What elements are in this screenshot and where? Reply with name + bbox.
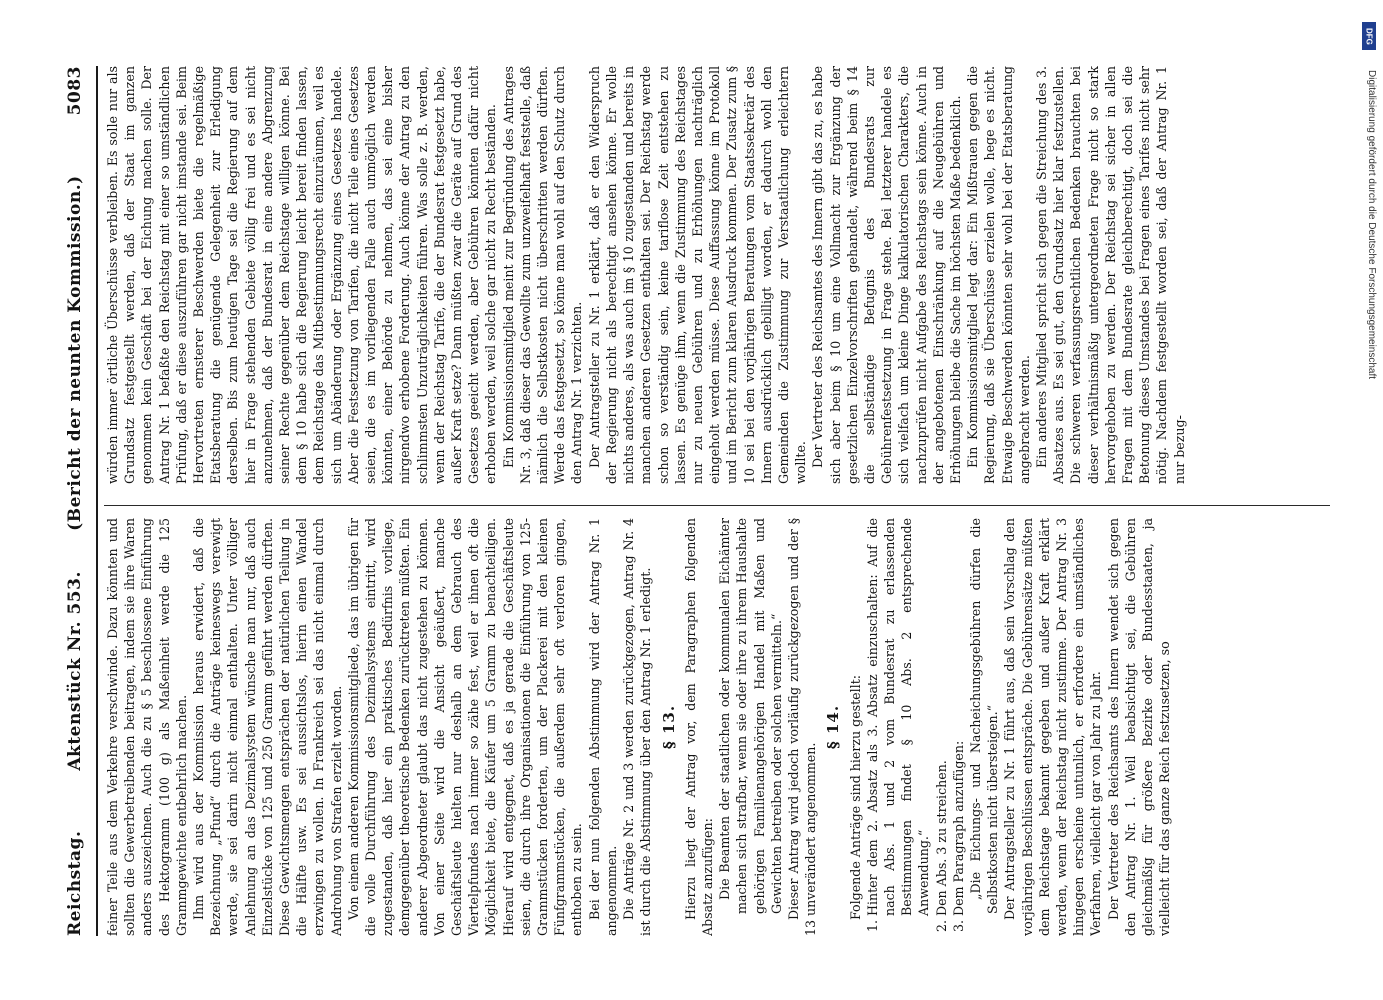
header-rule [96,66,98,936]
paragraph: Ihm wird aus der Kommission heraus erwidert, daß die Bezeichnung „Pfund“ durch die Anträge keineswegs verewigt werde, sie sei darin nicht einmal enthalten. Unter völliger Anlehnung an das Dezimalsystem wünsche man nur, daß auch Einzelstücke von 125 und 250 Gramm geführt werden dürften. Diese Gewichtsmengen entsprächen der natürlichen Teilung in die Hälfte usw. Es sei aussichtslos, hierin einen Wandel erzwingen zu wollen. In Frankreich sei das nicht einmal durch Androhung von Strafen erzielt worden. [191,518,344,936]
paragraph: Der Vertreter des Reichsamts des Innern wendet sich gegen den Antrag Nr. 1. Weil beabsichtigt sei, die Gebühren gleichmäßig für größere Bezirke oder Bundesstaaten, ja vielleicht für das ganze Reich festzusetzen, so [1105,518,1173,936]
paragraph: Ein Kommissionsmitglied meint zur Begründung des Antrages Nr. 3, daß dieser das Gewollte zum unzweifelhaft feststelle, daß nämlich die Selbstkosten nicht überschritten werden dürften. Werde das festgesetzt, so könne man wohl auf den Schutz durch den Antrag Nr. 1 verzichten. [500,66,585,484]
paragraph: Dieser Antrag wird jedoch vorläufig zurückgezogen und der § 13 unverändert angenommen. [785,518,819,936]
section-heading-13: § 13. [659,704,678,750]
digitization-credit [1361,10,1377,990]
page-number: 5083 [65,66,85,116]
quoted-text: Die Beamten der staatlichen oder kommunalen Eichämter machen sich strafbar, wenn sie oder ihre zu ihrem Haushalte gehörigen Familienangehörigen Handel mit Maßen und Gewichten betreiben oder solchen vermitteln.“ [717,518,784,914]
credit-text: Digitalisierung gefördert durch die Deutsche Forschungsgemeinschaft [1366,70,1377,380]
section-heading-14: § 14. [824,704,843,750]
list-item: 1. Hinter dem 2. Absatz als 3. Absatz einzuschalten: Auf die nach Abs. 1 und 2 vom Bundesrat zu erlassenden Bestimmungen findet § 10 Abs. 2 entsprechende Anwendung.“ [864,518,933,916]
paragraph: Bei der nun folgenden Abstimmung wird der Antrag Nr. 1 angenommen. [586,518,619,936]
text-column-right [104,66,1334,484]
header-right [65,66,85,531]
header-left-title: Reichstag. [65,830,85,936]
paragraph: würden immer örtliche Überschüsse verbleiben. Es solle nur als Grundsatz festgestellt werden, daß der Staat im ganzen genommen kein Geschäft bei der Eichung machen solle. Der Antrag Nr. 1 befaßte den Reichstag mit einer so umständlichen Prüfung, daß er diese auszuführen gar nicht imstande sei. Beim Hervortreten ernsterer Beschwerden biete die regelmäßige Etatsberatung die genügende Gelegenheit zur Erledigung derselben. Bis zum heutigen Tage sei die Regierung auf dem hier in Frage stehenden Gebiete völlig frei und es sei nicht anzunehmen, daß der Bundesrat in eine andere Abgrenzung seiner Rechte gegenüber dem Reichstage willigen könne. Bei dem § 10 habe sich die Regierung leicht bereit finden lassen, dem Reichstage das Mitbestimmungsrecht einzuräumen, weil es sich um Abänderung oder Ergänzung eines Gesetzes handele. Aber die Festsetzung von Tarifen, die nicht Teile eines Gesetzes seien, die es im vorliegenden Falle auch unmöglich werden könnten, einer Behörde zu nehmen, das sei eine bisher nirgendwo erhobene Forderung. Auch könne der Antrag zu den schlimmsten Unzuträglichkeiten führen. Was solle z. B. werden, wenn der Reichstag Tarife, die der Bundesrat festgesetzt habe, außer Kraft setze? Dann müßten zwar die Geräte auf Grund des Gesetzes geeicht werden, aber Gebühren könnten dafür nicht erhoben werden, weil solche gar nicht zu Recht beständen. [105,66,499,484]
list-item: 2. Den Abs. 3 zu streichen. [933,518,950,916]
paragraph: feiner Teile aus dem Verkehre verschwinde. Dazu könnten und sollten die Gewerbetreibenden beitragen, indem sie ihre Waren anders auszeichnen. Auch die zu § 5 beschlossene Einführung des Hektogramm (100 g) als Maßeinheit werde die 125 Grammgewichte entbehrlich machen. [105,518,189,936]
paragraph: Ein Kommissionsmitglied legt dar: Ein Mißtrauen gegen die Regierung, daß sie Überschüsse erzielen wolle, hege es nicht. Etwaige Beschwerden könnten sehr wohl bei der Etatsberatung angebracht werden. [965,66,1032,484]
paragraph: Hierzu liegt der Antrag vor, dem Paragraphen folgenden Absatz anzufügen: [682,518,715,936]
list-item: 3. Dem Paragraph anzufügen: [950,518,967,916]
document-number: Aktenstück Nr. 553. [65,571,85,771]
report-title: (Bericht der neunten Kommission.) [65,175,85,531]
paragraph: Der Antragsteller zu Nr. 1 erklärt, daß er den Widerspruch der Regierung nicht als berechtigt ansehen könne. Er wolle nichts anderes, als was auch im § 10 zugestanden und bereits in manchen anderen Gesetzen enthalten sei. Der Reichstag werde schon so verständig sein, keine tariflose Zeit entstehen zu lassen. Es genüge ihm, wenn die Zustimmung des Reichstages nur zu neuen Gebühren und zu Erhöhungen nachträglich eingeholt werden müsse. Diese Auffassung könne im Protokoll und im Bericht zum klaren Ausdruck kommen. Der Zusatz zum § 10 sei bei den vorjährigen Beratungen vom Staatssekretär des Innern ausdrücklich gebilligt worden, er dadurch wohl den Gemeinden die Zustimmung zur Verstaatlichung erleichtern wollte. [586,66,809,484]
page-header [58,66,92,936]
column-divider [104,505,1330,506]
paragraph: Die Anträge Nr. 2 und 3 werden zurückgezogen, Antrag Nr. 4 ist durch die Abstimmung über den Antrag Nr. 1 erledigt. [621,518,654,936]
header-left [65,571,85,936]
text-column-left [104,518,1334,936]
motion-list [864,518,967,936]
paragraph: Von einem anderen Kommissionsmitgliede, das im übrigen für die volle Durchführung des Dezimalsystems eintritt, wird zugestanden, daß hier ein praktisches Bedürfnis vorliege, demgegenüber theoretische Bedenken zurücktreten müßten. Ein anderer Abgeordneter glaubt das nicht zugestehen zu können. Von einer Seite wird die Ansicht geäußert, manche Geschäftsleute hielten nur deshalb an dem Gebrauch des Viertelpfundes nach immer so zähe fest, weil er ihnen oft die Möglichkeit biete, die Käufer um 5 Gramm zu benachteiligen. Hierauf wird entgegnet, daß es ja gerade die Geschäftsleute seien, die durch ihre Organisationen die Einführung von 125-Grammstücken forderten, um der Plackerei mit den kleinen Fünfgrammstücken, die außerdem sehr oft verloren gingen, enthoben zu sein. [345,518,585,936]
paragraph: Der Antragsteller zu Nr. 1 führt aus, daß sein Vorschlag den vorjährigen Beschlüssen entspräche. Die Gebührensätze müßten dem Reichstage bekannt gegeben und außer Kraft erklärt werden, wenn der Reichstag nicht zustimme. Der Antrag Nr. 3 hingegen erscheine untunlich, er erfordere ein umständliches Verfahren, vielleicht gar von Jahr zu Jahr. [1002,518,1104,936]
paragraph: Ein anderes Mitglied spricht sich gegen die Streichung des 3. Absatzes aus. Es sei gut, den Grundsatz hier klar festzustellen. Die schweren verfassungsrechtlichen Bedenken brauchten bei dieser verhältnismäßig untergeordneten Frage nicht so stark hervorgehoben zu werden. Der Reichstag sei sicher in allen Fragen mit dem Bundesrate gleichberechtigt, doch sei die Betonung dieses Umstandes bei Fragen eines Tarifes nicht sehr nötig. Nachdem festgestellt worden sei, daß der Antrag Nr. 1 nur bezug- [1033,66,1187,484]
paragraph: Der Vertreter des Reichsamtes des Innern gibt das zu, es habe sich aber beim § 10 um eine Vollmacht zur Ergänzung der gesetzlichen Einzelvorschriften gehandelt, während beim § 14 die selbständige Befugnis des Bundesrats zur Gebührenfestsetzung in Frage stehe. Bei letzterer handele es sich vielfach um kleine Dinge kalkulatorischen Charakters, die nachzuprüfen nicht Aufgabe des Reichstags sein könne. Auch in der angebotenen Einschränkung auf die Neugebühren und Erhöhungen bleibe die Sache im höchsten Maße bedenklich. [810,66,963,484]
paragraph: Folgende Anträge sind hierzu gestellt: [847,675,863,920]
dfg-logo: DFG [1362,22,1376,50]
quoted-text: „Die Eichungs- und Nacheichungsgebühren dürfen die Selbstkosten nicht übersteigen.“ [967,518,1001,914]
